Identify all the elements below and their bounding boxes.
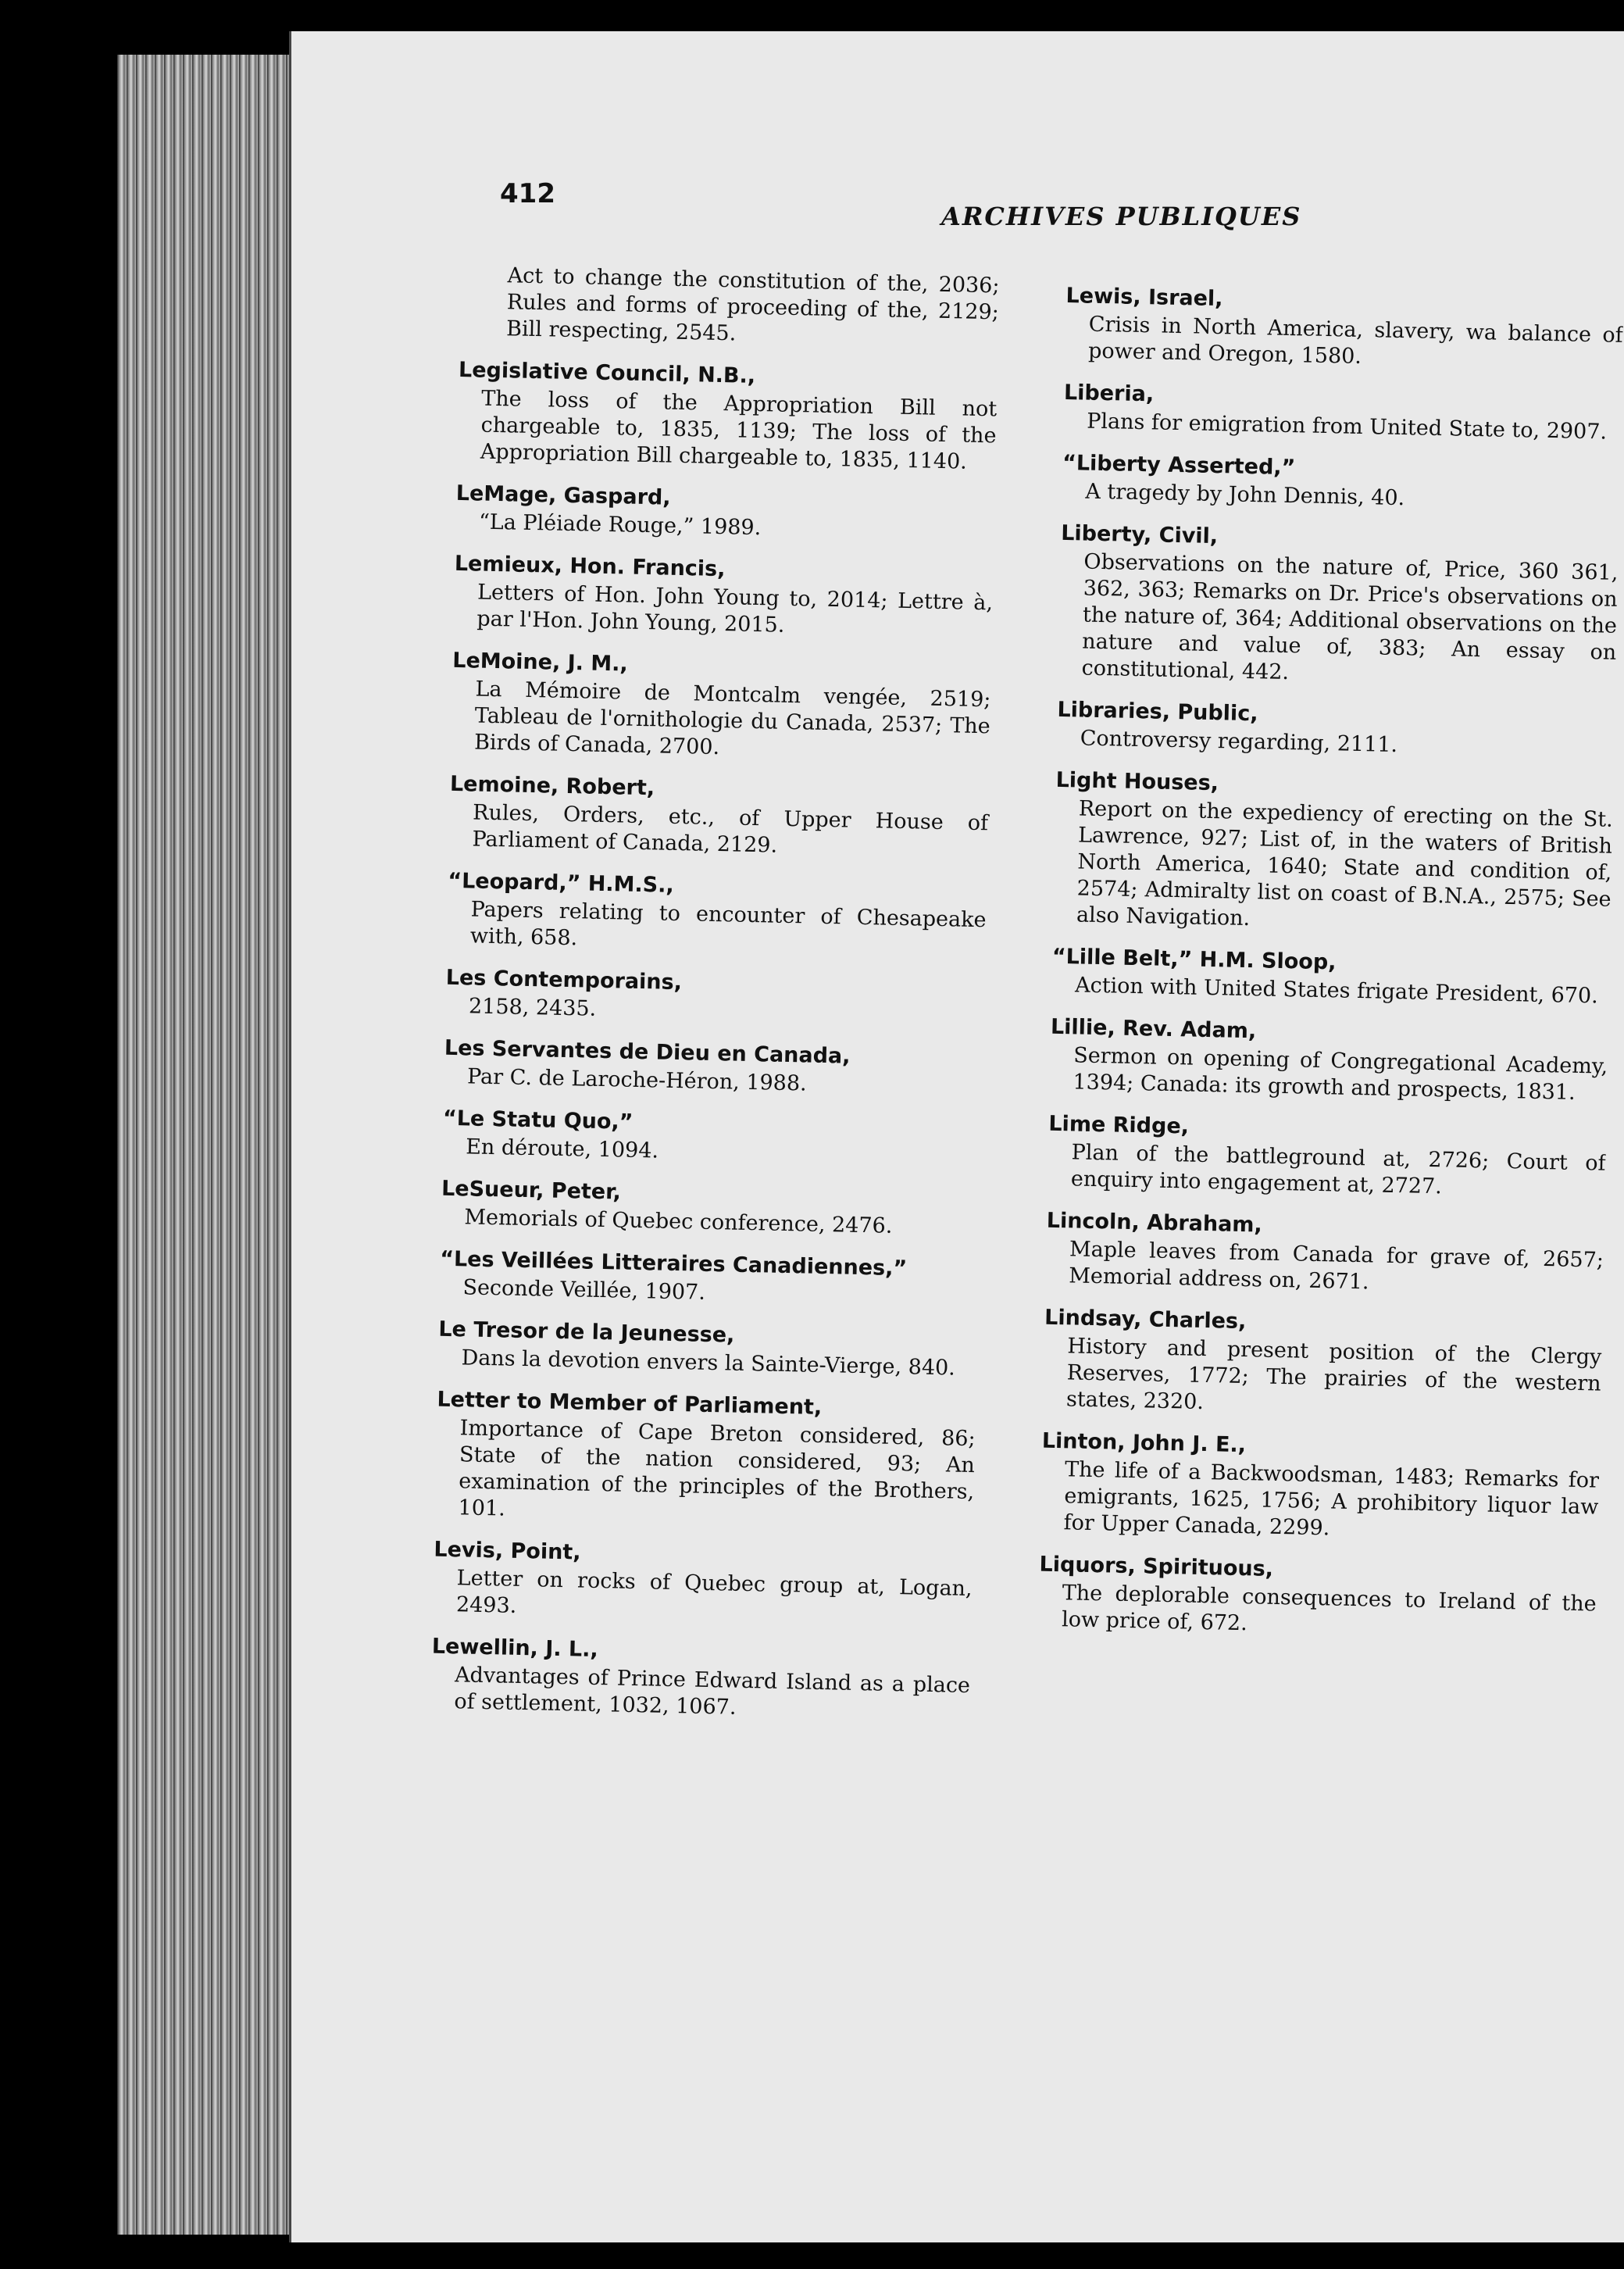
entry-heading: Light Houses, (1055, 767, 1219, 796)
index-entry (1045, 1206, 1604, 1301)
entry-heading: LeSueur, Peter, (441, 1176, 622, 1205)
entry-body: Action with United States frigate President, 670. (1074, 973, 1599, 1009)
index-entry (433, 1535, 973, 1629)
entry-body: Par C. de Laroche-Héron, 1988. (466, 1064, 807, 1096)
entry-body: The deplorable consequences to Ireland of the low price of, 672. (1061, 1581, 1597, 1636)
index-entry (448, 770, 989, 863)
entry-body: Maple leaves from Canada for grave of, 2657; Memorial address on, 2671. (1069, 1237, 1604, 1295)
index-entry (453, 549, 994, 643)
index-entry (1058, 519, 1619, 693)
entry-heading: Lillie, Rev. Adam, (1050, 1014, 1257, 1044)
index-entry (1062, 448, 1620, 516)
entry-heading: Lewellin, J. L., (431, 1634, 599, 1663)
index-entry (447, 867, 987, 960)
index-entry (437, 1315, 977, 1382)
index-entry (444, 1034, 983, 1101)
entry-body: Letters of Hon. John Young to, 2014; Lettre à, par l'Hon. John Young, 2015. (476, 580, 994, 638)
index-entry (1053, 766, 1614, 940)
entry-heading: LeMoine, J. M., (452, 648, 629, 677)
index-entry (455, 479, 995, 546)
entry-body: Letter on rocks of Quebec group at, Logan, 2493. (455, 1566, 973, 1618)
entry-heading: “Le Statu Quo,” (442, 1106, 634, 1134)
entry-heading: Lindsay, Charles, (1044, 1305, 1247, 1335)
entry-heading: “Lille Belt,” H.M. Sloop, (1051, 944, 1337, 975)
entry-heading: Les Contemporains, (445, 965, 683, 995)
entry-body: Dans la devotion envers la Sainte-Vierge, 840. (461, 1345, 956, 1381)
entry-body: Controversy regarding, 2111. (1080, 726, 1398, 758)
entry-body: En déroute, 1094. (465, 1134, 659, 1163)
index-entry (1051, 942, 1610, 1010)
entry-body: Observations on the nature of, Price, 360 361, 362, 363; Remarks on Dr. Price's observations on the nature of, 364; Additional observations on the nature and value of, 383; An essay on constitutional, 442. (1081, 549, 1619, 685)
entry-body: Papers relating to encounter of Chesapeake with, 658. (469, 897, 987, 951)
entry-body: History and present position of the Clergy Reserves, 1772; The prairies of the western states, 2320. (1065, 1334, 1602, 1414)
entry-body: 2158, 2435. (468, 994, 597, 1021)
entry-body: “La Pléiade Rouge,” 1989. (478, 509, 762, 541)
index-entry (1056, 695, 1615, 763)
index-entry (442, 1104, 982, 1171)
entry-heading: LeMage, Gaspard, (455, 481, 671, 510)
index-entry (1043, 1303, 1603, 1424)
entry-heading: Le Tresor de la Jeunesse, (438, 1317, 735, 1348)
entry-body: La Mémoire de Montcalm vengée, 2519; Tableau de l'ornithologie du Canada, 2537; The Birds of Canada, 2700. (473, 677, 991, 760)
entry-heading: Liquors, Spirituous, (1039, 1552, 1274, 1581)
entry-heading: Les Servantes de Dieu en Canada, (444, 1035, 851, 1069)
entry-body: Seconde Veillée, 1907. (462, 1275, 706, 1305)
entry-body: The life of a Backwoodsman, 1483; Remarks for emigrants, 1625, 1756; A prohibitory liquor law for Upper Canada, 2299. (1063, 1457, 1600, 1541)
entry-heading: Liberty, Civil, (1060, 520, 1219, 549)
index-entry (1063, 378, 1622, 446)
entry-body: The loss of the Appropriation Bill not chargeable to, 1835, 1139; The loss of the Appropriation Bill chargeable to, 1835, 1140. (480, 386, 998, 474)
entry-heading: Letter to Member of Parliament, (437, 1387, 823, 1420)
index-entry (1048, 1109, 1607, 1204)
index-entry (1065, 281, 1624, 376)
index-entry (457, 356, 998, 476)
entry-heading: Libraries, Public, (1057, 697, 1258, 727)
entry-heading: Levis, Point, (434, 1537, 581, 1565)
entry-heading: Lemieux, Hon. Francis, (454, 551, 726, 582)
entry-heading: Liberia, (1063, 380, 1155, 407)
entry-heading: “Leopard,” H.M.S., (448, 868, 675, 898)
entry-heading: “Les Veillées Litteraires Canadiennes,” (439, 1246, 908, 1281)
entry-body: Plans for emigration from United State to, 2907. (1086, 409, 1608, 445)
entry-body: Memorials of Quebec conference, 2476. (464, 1205, 893, 1238)
entry-heading: Linton, John J. E., (1041, 1428, 1247, 1458)
entry-body: Report on the expediency of erecting on the St. Lawrence, 927; List of, in the waters of British North America, 1640; State and condition of, 2574; Admiralty list on coast of B.N.A., 2575; See also Navigation. (1076, 796, 1614, 931)
index-entry (445, 963, 985, 1031)
right-column (1037, 281, 1623, 1659)
entry-heading: Legislative Council, N.B., (458, 357, 756, 388)
index-entry (441, 1174, 980, 1242)
entry-body: Crisis in North America, slavery, wa balance of power and Oregon, 1580. (1087, 312, 1624, 369)
index-entry (1040, 1427, 1600, 1548)
index-entry (439, 1245, 979, 1312)
index-entry (1038, 1550, 1597, 1645)
entry-body: A tragedy by John Dennis, 40. (1085, 479, 1405, 511)
entry-body: Act to change the constitution of the, 2036; Rules and forms of proceeding of the, 2129; Bill respecting, 2545. (505, 263, 1000, 346)
left-column (430, 262, 1000, 1740)
index-entry (451, 646, 992, 766)
entry-heading: “Liberty Asserted,” (1062, 450, 1296, 481)
entry-heading: Lincoln, Abraham, (1046, 1208, 1263, 1238)
index-entry (434, 1385, 976, 1532)
entry-heading: Lemoine, Robert, (449, 771, 655, 801)
index-entry (430, 1632, 971, 1726)
entry-heading: Lewis, Israel, (1065, 283, 1223, 312)
entry-body: Importance of Cape Breton considered, 86; State of the nation considered, 93; An examination of the principles of the Brothers, 101. (458, 1416, 976, 1521)
entry-body: Plan of the battleground at, 2726; Court of enquiry into engagement at, 2727. (1070, 1140, 1606, 1199)
index-entry (459, 262, 1000, 352)
entry-heading: Lime Ridge, (1048, 1111, 1190, 1139)
running-head: ARCHIVES PUBLIQUES (941, 202, 1302, 231)
index-entry (1049, 1013, 1608, 1107)
entry-body: Sermon on opening of Congregational Academy, 1394; Canada: its growth and prospects, 1831. (1073, 1043, 1608, 1105)
entry-body: Rules, Orders, etc., of Upper House of Parliament of Canada, 2129. (472, 800, 989, 858)
entry-body: Advantages of Prince Edward Island as a place of settlement, 1032, 1067. (454, 1663, 971, 1720)
page-number: 412 (500, 178, 555, 209)
